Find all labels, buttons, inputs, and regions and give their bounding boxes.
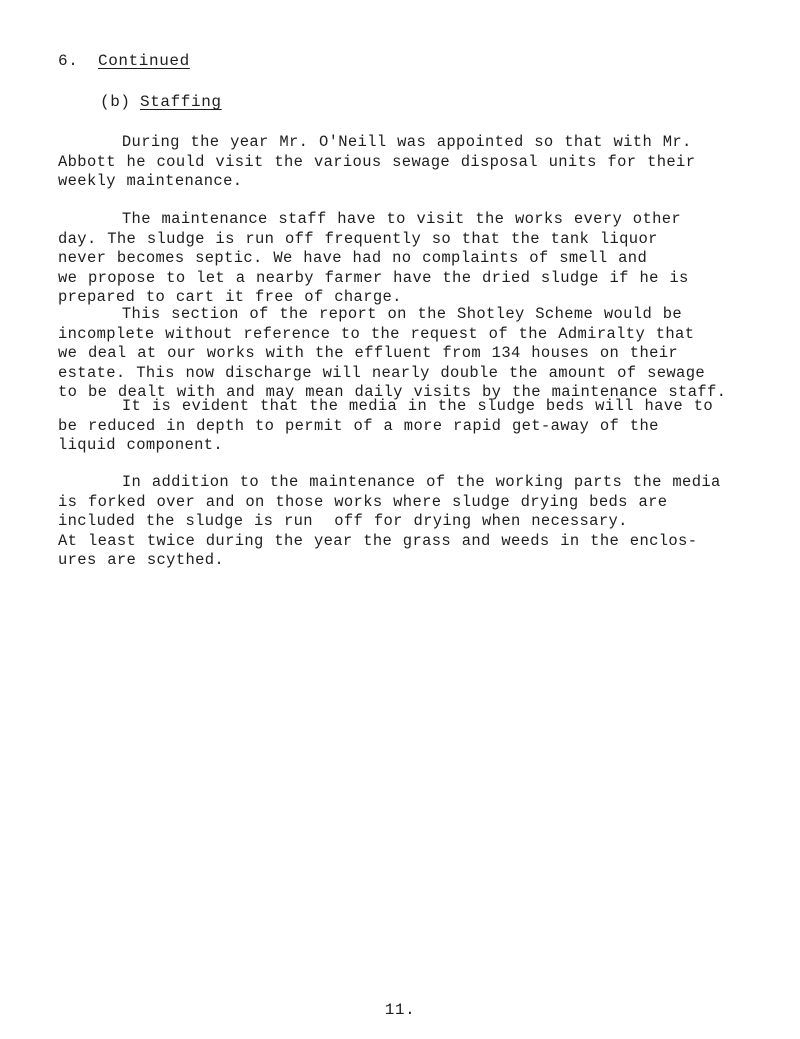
subsection-title: Staffing: [140, 93, 222, 111]
paragraph-line: never becomes septic. We have had no complaints of smell and: [58, 249, 648, 267]
paragraph-shotley-scheme: [58, 305, 798, 403]
paragraph-line: weekly maintenance.: [58, 172, 243, 190]
paragraph-line: liquid component.: [58, 436, 224, 454]
paragraph-line: It is evident that the media in the sludge beds will have to: [58, 397, 713, 415]
paragraph-line: In addition to the maintenance of the working parts the media: [58, 473, 721, 491]
paragraph-line: At least twice during the year the grass and weeds in the enclos-: [58, 531, 698, 550]
subsection-label: (b): [100, 93, 131, 111]
paragraph-maintenance-visits: [58, 210, 798, 308]
section-heading: [58, 52, 190, 70]
paragraph-line: we deal at our works with the effluent from 134 houses on their: [58, 344, 679, 362]
paragraph-additional-work: [58, 473, 798, 571]
paragraph-line: incomplete without reference to the request of the Admiralty that: [58, 324, 695, 343]
page-number: 11.: [384, 1001, 416, 1019]
paragraph-line: This section of the report on the Shotley Scheme would be: [58, 305, 683, 323]
paragraph-line: we propose to let a nearby farmer have the dried sludge if he is: [58, 268, 689, 287]
paragraph-sludge-beds: [58, 397, 798, 456]
paragraph-line: prepared to cart it free of charge.: [58, 288, 402, 306]
paragraph-appointment: [58, 133, 798, 192]
paragraph-line: included the sludge is run off for drying when necessary.: [58, 512, 628, 530]
paragraph-line: Abbott he could visit the various sewage disposal units for their: [58, 152, 696, 171]
section-title: Continued: [98, 52, 190, 70]
paragraph-line: be reduced in depth to permit of a more rapid get-away of the: [58, 416, 659, 435]
paragraph-line: estate. This now discharge will nearly double the amount of sewage: [58, 363, 705, 382]
paragraph-line: to be dealt with and may mean daily visits by the maintenance staff.: [58, 383, 727, 401]
paragraph-line: is forked over and on those works where sludge drying beds are: [58, 492, 668, 511]
paragraph-line: ures are scythed.: [58, 551, 225, 569]
paragraph-line: The maintenance staff have to visit the works every other: [58, 210, 682, 228]
subsection-heading: [100, 93, 222, 111]
section-number: 6.: [58, 52, 79, 70]
paragraph-line: During the year Mr. O'Neill was appointed so that with Mr.: [58, 133, 692, 151]
paragraph-line: day. The sludge is run off frequently so that the tank liquor: [58, 229, 658, 248]
